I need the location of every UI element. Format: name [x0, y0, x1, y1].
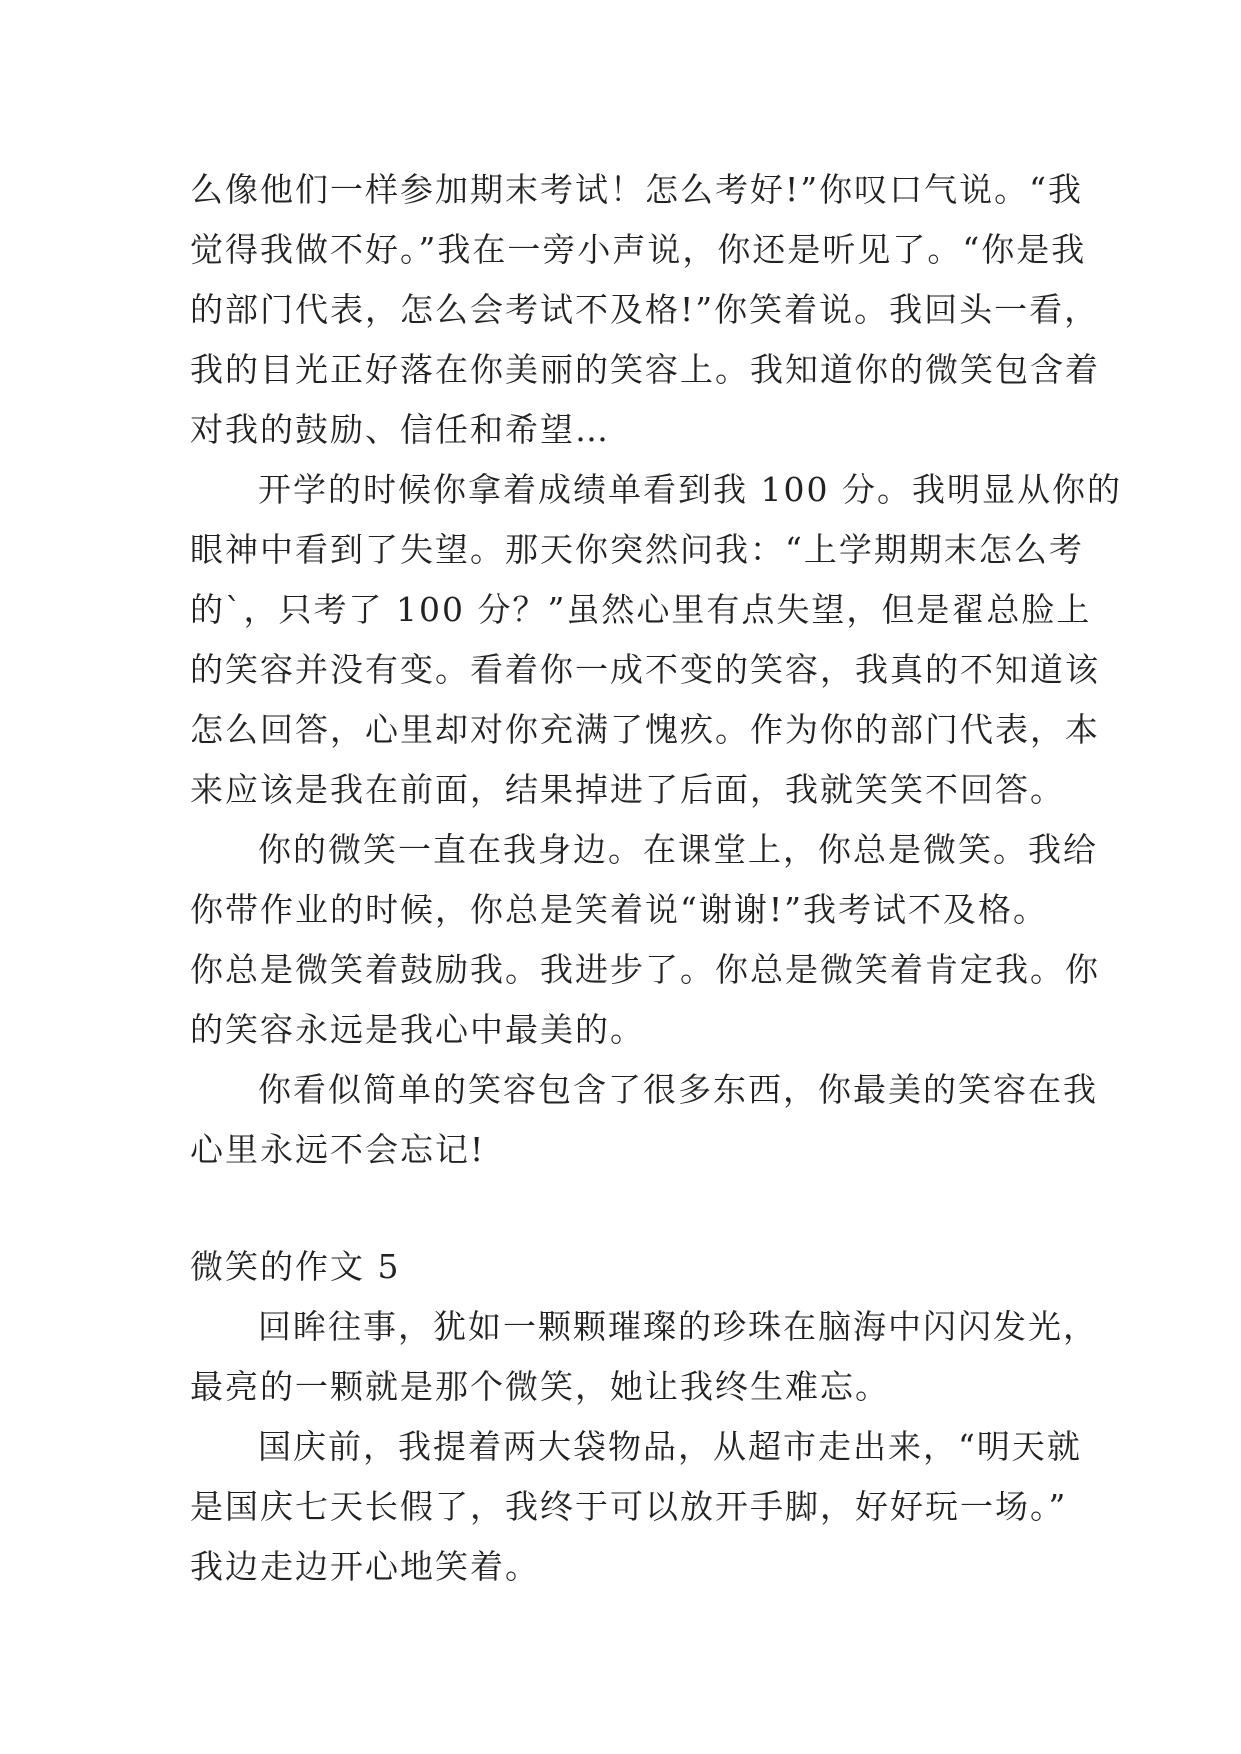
paragraph-conclusion [190, 1060, 1098, 1180]
text-line: 么像他们一样参加期末考试！怎么考好!”你叹口气说。“我 [190, 170, 1084, 209]
text-line: 回眸往事，犹如一颗颗璀璨的珍珠在脑海中闪闪发光， [258, 1307, 1098, 1346]
text-line: 心里永远不会忘记! [190, 1130, 486, 1169]
text-line: 国庆前，我提着两大袋物品，从超市走出来，“明天就 [258, 1427, 1082, 1466]
text-line: 来应该是我在前面，结果掉进了后面，我就笑笑不回答。 [190, 770, 1065, 809]
text-line: 最亮的一颗就是那个微笑，她让我终生难忘。 [190, 1367, 890, 1406]
text-line: 你看似简单的笑容包含了很多东西，你最美的笑容在我 [258, 1070, 1098, 1109]
essay-title: 微笑的作文 5 [190, 1247, 401, 1286]
text-line: 的笑容并没有变。看着你一成不变的笑容，我真的不知道该 [190, 650, 1100, 689]
paragraph-recollection [190, 1297, 1098, 1417]
paragraph-report-card [190, 460, 1122, 820]
section-gap [190, 1180, 1070, 1237]
paragraph-continuation [190, 160, 1100, 460]
text-line: 我的目光正好落在你美丽的笑容上。我知道你的微笑包含着 [190, 350, 1100, 389]
text-line: 是国庆七天长假了，我终于可以放开手脚，好好玩一场。” [190, 1487, 1068, 1526]
text-line: 的笑容永远是我心中最美的。 [190, 1010, 645, 1049]
text-line: 的部门代表，怎么会考试不及格!”你笑着说。我回头一看， [190, 290, 1100, 329]
paragraph-smile-always [190, 820, 1100, 1060]
text-line: 你的微笑一直在我身边。在课堂上，你总是微笑。我给 [258, 830, 1098, 869]
text-line: 开学的时候你拿着成绩单看到我 100 分。我明显从你的 [258, 470, 1122, 509]
paragraph-national-day [190, 1417, 1082, 1597]
text-line: 对我的鼓励、信任和希望… [190, 410, 610, 449]
text-line: 你带作业的时候，你总是笑着说“谢谢!”我考试不及格。 [190, 890, 1049, 929]
text-line: 怎么回答，心里却对你充满了愧疚。作为你的部门代表，本 [190, 710, 1100, 749]
document-page [190, 160, 1122, 1597]
text-line: 眼神中看到了失望。那天你突然问我：“上学期期末怎么考 [190, 530, 1084, 569]
text-line: 你总是微笑着鼓励我。我进步了。你总是微笑着肯定我。你 [190, 950, 1100, 989]
text-line: 的`，只考了 100 分？”虽然心里有点失望，但是翟总脸上 [190, 590, 1092, 629]
text-line: 我边走边开心地笑着。 [190, 1547, 540, 1586]
text-line: 觉得我做不好。”我在一旁小声说，你还是听见了。“你是我 [190, 230, 1087, 269]
